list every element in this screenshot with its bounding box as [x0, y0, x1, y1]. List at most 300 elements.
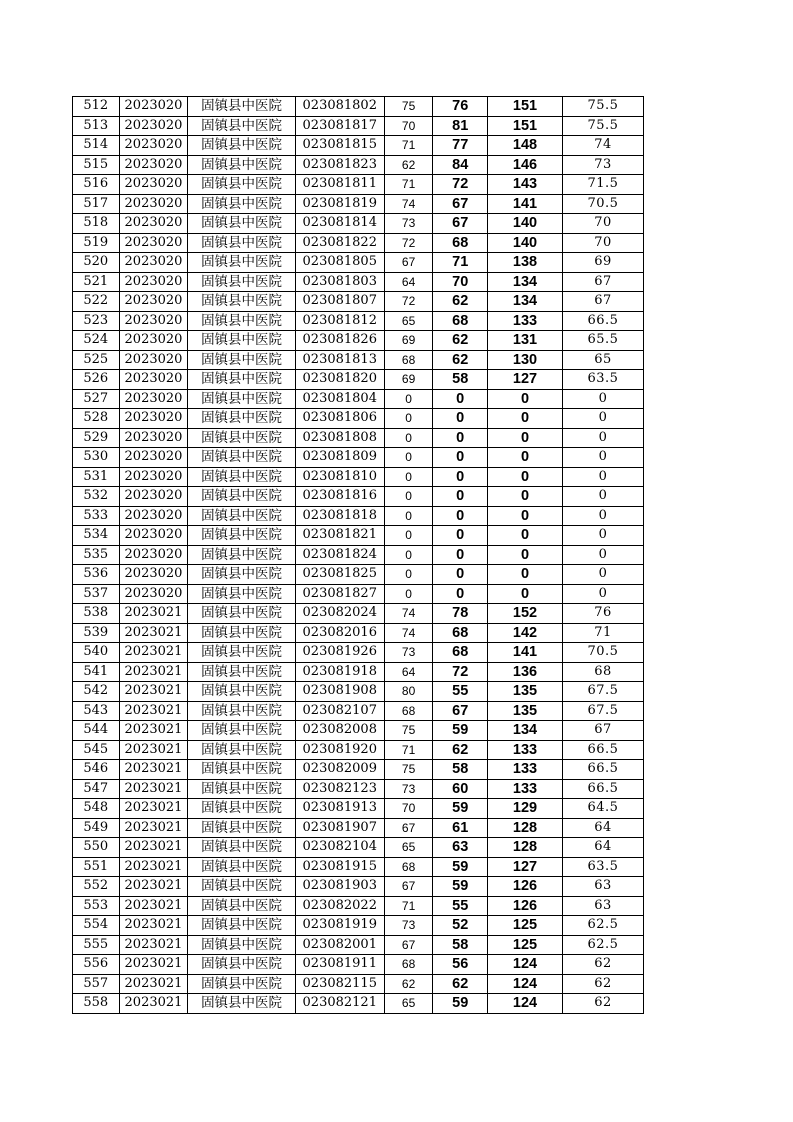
- table-row: [73, 584, 644, 604]
- total-score-cell: 151: [488, 97, 563, 117]
- ticket-number-cell: 023081821: [295, 526, 384, 546]
- ticket-number-cell: 023081816: [295, 487, 384, 507]
- average-score-cell: 67: [562, 272, 643, 292]
- score-two-cell: 52: [433, 916, 488, 936]
- serial-number-cell: 543: [73, 701, 120, 721]
- table-row: [73, 760, 644, 780]
- serial-number-cell: 512: [73, 97, 120, 117]
- serial-number-cell: 550: [73, 838, 120, 858]
- ticket-number-cell: 023082121: [295, 994, 384, 1014]
- total-score-cell: 136: [488, 662, 563, 682]
- post-code-cell: 2023021: [119, 760, 188, 780]
- post-code-cell: 2023020: [119, 565, 188, 585]
- post-code-cell: 2023020: [119, 136, 188, 156]
- serial-number-cell: 532: [73, 487, 120, 507]
- score-one-cell: 75: [384, 97, 433, 117]
- serial-number-cell: 544: [73, 721, 120, 741]
- serial-number-cell: 546: [73, 760, 120, 780]
- score-two-cell: 67: [433, 214, 488, 234]
- serial-number-cell: 537: [73, 584, 120, 604]
- post-code-cell: 2023020: [119, 506, 188, 526]
- unit-name-cell: 固镇县中医院: [188, 97, 295, 117]
- total-score-cell: 125: [488, 916, 563, 936]
- average-score-cell: 74: [562, 136, 643, 156]
- score-two-cell: 0: [433, 545, 488, 565]
- total-score-cell: 0: [488, 428, 563, 448]
- post-code-cell: 2023021: [119, 799, 188, 819]
- post-code-cell: 2023021: [119, 935, 188, 955]
- average-score-cell: 0: [562, 389, 643, 409]
- serial-number-cell: 558: [73, 994, 120, 1014]
- score-two-cell: 58: [433, 935, 488, 955]
- serial-number-cell: 540: [73, 643, 120, 663]
- table-row: [73, 955, 644, 975]
- score-one-cell: 65: [384, 994, 433, 1014]
- score-one-cell: 73: [384, 643, 433, 663]
- ticket-number-cell: 023081805: [295, 253, 384, 273]
- score-one-cell: 0: [384, 409, 433, 429]
- total-score-cell: 127: [488, 370, 563, 390]
- serial-number-cell: 522: [73, 292, 120, 312]
- serial-number-cell: 518: [73, 214, 120, 234]
- score-one-cell: 71: [384, 740, 433, 760]
- score-two-cell: 0: [433, 565, 488, 585]
- score-one-cell: 73: [384, 916, 433, 936]
- ticket-number-cell: 023081818: [295, 506, 384, 526]
- score-one-cell: 69: [384, 370, 433, 390]
- table-row: [73, 370, 644, 390]
- post-code-cell: 2023021: [119, 838, 188, 858]
- total-score-cell: 141: [488, 194, 563, 214]
- unit-name-cell: 固镇县中医院: [188, 818, 295, 838]
- average-score-cell: 67.5: [562, 682, 643, 702]
- serial-number-cell: 529: [73, 428, 120, 448]
- score-two-cell: 68: [433, 623, 488, 643]
- ticket-number-cell: 023081810: [295, 467, 384, 487]
- average-score-cell: 0: [562, 448, 643, 468]
- ticket-number-cell: 023082115: [295, 974, 384, 994]
- unit-name-cell: 固镇县中医院: [188, 760, 295, 780]
- ticket-number-cell: 023082009: [295, 760, 384, 780]
- average-score-cell: 62: [562, 955, 643, 975]
- serial-number-cell: 547: [73, 779, 120, 799]
- average-score-cell: 71.5: [562, 175, 643, 195]
- total-score-cell: 129: [488, 799, 563, 819]
- unit-name-cell: 固镇县中医院: [188, 955, 295, 975]
- score-one-cell: 80: [384, 682, 433, 702]
- total-score-cell: 0: [488, 526, 563, 546]
- total-score-cell: 0: [488, 545, 563, 565]
- table-row: [73, 272, 644, 292]
- total-score-cell: 130: [488, 350, 563, 370]
- unit-name-cell: 固镇县中医院: [188, 935, 295, 955]
- unit-name-cell: 固镇县中医院: [188, 877, 295, 897]
- score-one-cell: 73: [384, 214, 433, 234]
- serial-number-cell: 538: [73, 604, 120, 624]
- total-score-cell: 0: [488, 584, 563, 604]
- table-row: [73, 116, 644, 136]
- score-one-cell: 71: [384, 136, 433, 156]
- score-two-cell: 0: [433, 448, 488, 468]
- serial-number-cell: 557: [73, 974, 120, 994]
- unit-name-cell: 固镇县中医院: [188, 526, 295, 546]
- post-code-cell: 2023021: [119, 682, 188, 702]
- score-two-cell: 0: [433, 428, 488, 448]
- unit-name-cell: 固镇县中医院: [188, 428, 295, 448]
- score-one-cell: 68: [384, 350, 433, 370]
- ticket-number-cell: 023081814: [295, 214, 384, 234]
- table-row: [73, 214, 644, 234]
- ticket-number-cell: 023081813: [295, 350, 384, 370]
- score-one-cell: 67: [384, 935, 433, 955]
- post-code-cell: 2023020: [119, 389, 188, 409]
- score-one-cell: 68: [384, 955, 433, 975]
- ticket-number-cell: 023081825: [295, 565, 384, 585]
- score-one-cell: 0: [384, 584, 433, 604]
- total-score-cell: 140: [488, 233, 563, 253]
- post-code-cell: 2023021: [119, 662, 188, 682]
- total-score-cell: 141: [488, 643, 563, 663]
- post-code-cell: 2023020: [119, 526, 188, 546]
- ticket-number-cell: 023081804: [295, 389, 384, 409]
- ticket-number-cell: 023081919: [295, 916, 384, 936]
- average-score-cell: 66.5: [562, 760, 643, 780]
- score-two-cell: 72: [433, 175, 488, 195]
- average-score-cell: 62: [562, 974, 643, 994]
- average-score-cell: 0: [562, 584, 643, 604]
- score-two-cell: 67: [433, 701, 488, 721]
- ticket-number-cell: 023082008: [295, 721, 384, 741]
- score-one-cell: 65: [384, 311, 433, 331]
- average-score-cell: 0: [562, 428, 643, 448]
- unit-name-cell: 固镇县中医院: [188, 350, 295, 370]
- post-code-cell: 2023021: [119, 994, 188, 1014]
- ticket-number-cell: 023082107: [295, 701, 384, 721]
- total-score-cell: 0: [488, 487, 563, 507]
- score-one-cell: 62: [384, 155, 433, 175]
- total-score-cell: 140: [488, 214, 563, 234]
- score-one-cell: 62: [384, 974, 433, 994]
- serial-number-cell: 521: [73, 272, 120, 292]
- ticket-number-cell: 023081807: [295, 292, 384, 312]
- score-two-cell: 59: [433, 857, 488, 877]
- total-score-cell: 0: [488, 467, 563, 487]
- average-score-cell: 0: [562, 526, 643, 546]
- ticket-number-cell: 023081822: [295, 233, 384, 253]
- table-row: [73, 233, 644, 253]
- ticket-number-cell: 023081918: [295, 662, 384, 682]
- average-score-cell: 0: [562, 506, 643, 526]
- unit-name-cell: 固镇县中医院: [188, 194, 295, 214]
- serial-number-cell: 553: [73, 896, 120, 916]
- table-row: [73, 409, 644, 429]
- average-score-cell: 63: [562, 877, 643, 897]
- post-code-cell: 2023020: [119, 545, 188, 565]
- total-score-cell: 133: [488, 760, 563, 780]
- ticket-number-cell: 023082022: [295, 896, 384, 916]
- unit-name-cell: 固镇县中医院: [188, 155, 295, 175]
- ticket-number-cell: 023081806: [295, 409, 384, 429]
- post-code-cell: 2023020: [119, 350, 188, 370]
- score-two-cell: 55: [433, 682, 488, 702]
- score-two-cell: 0: [433, 467, 488, 487]
- average-score-cell: 66.5: [562, 311, 643, 331]
- table-row: [73, 136, 644, 156]
- total-score-cell: 0: [488, 565, 563, 585]
- unit-name-cell: 固镇县中医院: [188, 701, 295, 721]
- score-two-cell: 59: [433, 721, 488, 741]
- average-score-cell: 67: [562, 292, 643, 312]
- post-code-cell: 2023020: [119, 331, 188, 351]
- post-code-cell: 2023020: [119, 272, 188, 292]
- table-row: [73, 331, 644, 351]
- serial-number-cell: 541: [73, 662, 120, 682]
- unit-name-cell: 固镇县中医院: [188, 448, 295, 468]
- table-row: [73, 506, 644, 526]
- serial-number-cell: 524: [73, 331, 120, 351]
- serial-number-cell: 514: [73, 136, 120, 156]
- total-score-cell: 125: [488, 935, 563, 955]
- post-code-cell: 2023021: [119, 916, 188, 936]
- score-two-cell: 62: [433, 740, 488, 760]
- table-row: [73, 838, 644, 858]
- total-score-cell: 134: [488, 721, 563, 741]
- score-two-cell: 0: [433, 389, 488, 409]
- average-score-cell: 62.5: [562, 916, 643, 936]
- score-one-cell: 64: [384, 272, 433, 292]
- post-code-cell: 2023020: [119, 292, 188, 312]
- score-two-cell: 59: [433, 994, 488, 1014]
- serial-number-cell: 515: [73, 155, 120, 175]
- average-score-cell: 67.5: [562, 701, 643, 721]
- post-code-cell: 2023021: [119, 779, 188, 799]
- serial-number-cell: 530: [73, 448, 120, 468]
- score-one-cell: 70: [384, 116, 433, 136]
- average-score-cell: 0: [562, 409, 643, 429]
- score-two-cell: 59: [433, 877, 488, 897]
- ticket-number-cell: 023081926: [295, 643, 384, 663]
- ticket-number-cell: 023081827: [295, 584, 384, 604]
- score-two-cell: 58: [433, 760, 488, 780]
- table-row: [73, 818, 644, 838]
- score-two-cell: 84: [433, 155, 488, 175]
- serial-number-cell: 516: [73, 175, 120, 195]
- average-score-cell: 65: [562, 350, 643, 370]
- serial-number-cell: 527: [73, 389, 120, 409]
- serial-number-cell: 555: [73, 935, 120, 955]
- ticket-number-cell: 023081920: [295, 740, 384, 760]
- table-row: [73, 97, 644, 117]
- table-row: [73, 701, 644, 721]
- unit-name-cell: 固镇县中医院: [188, 253, 295, 273]
- post-code-cell: 2023021: [119, 877, 188, 897]
- table-row: [73, 857, 644, 877]
- ticket-number-cell: 023082016: [295, 623, 384, 643]
- score-one-cell: 64: [384, 662, 433, 682]
- ticket-number-cell: 023082024: [295, 604, 384, 624]
- score-two-cell: 68: [433, 643, 488, 663]
- total-score-cell: 0: [488, 448, 563, 468]
- post-code-cell: 2023020: [119, 311, 188, 331]
- unit-name-cell: 固镇县中医院: [188, 272, 295, 292]
- serial-number-cell: 549: [73, 818, 120, 838]
- total-score-cell: 138: [488, 253, 563, 273]
- unit-name-cell: 固镇县中医院: [188, 409, 295, 429]
- average-score-cell: 62: [562, 994, 643, 1014]
- average-score-cell: 63.5: [562, 370, 643, 390]
- post-code-cell: 2023021: [119, 740, 188, 760]
- serial-number-cell: 526: [73, 370, 120, 390]
- serial-number-cell: 551: [73, 857, 120, 877]
- score-table: [72, 96, 644, 1014]
- table-row: [73, 896, 644, 916]
- total-score-cell: 151: [488, 116, 563, 136]
- average-score-cell: 70.5: [562, 194, 643, 214]
- post-code-cell: 2023020: [119, 487, 188, 507]
- score-two-cell: 72: [433, 662, 488, 682]
- score-one-cell: 74: [384, 623, 433, 643]
- unit-name-cell: 固镇县中医院: [188, 584, 295, 604]
- score-two-cell: 77: [433, 136, 488, 156]
- unit-name-cell: 固镇县中医院: [188, 565, 295, 585]
- score-one-cell: 69: [384, 331, 433, 351]
- score-one-cell: 72: [384, 233, 433, 253]
- score-one-cell: 73: [384, 779, 433, 799]
- unit-name-cell: 固镇县中医院: [188, 799, 295, 819]
- post-code-cell: 2023021: [119, 721, 188, 741]
- total-score-cell: 128: [488, 838, 563, 858]
- average-score-cell: 66.5: [562, 779, 643, 799]
- total-score-cell: 133: [488, 311, 563, 331]
- average-score-cell: 67: [562, 721, 643, 741]
- unit-name-cell: 固镇县中医院: [188, 331, 295, 351]
- score-two-cell: 71: [433, 253, 488, 273]
- table-row: [73, 194, 644, 214]
- ticket-number-cell: 023082104: [295, 838, 384, 858]
- average-score-cell: 0: [562, 487, 643, 507]
- score-two-cell: 55: [433, 896, 488, 916]
- post-code-cell: 2023020: [119, 409, 188, 429]
- score-two-cell: 78: [433, 604, 488, 624]
- average-score-cell: 0: [562, 467, 643, 487]
- serial-number-cell: 535: [73, 545, 120, 565]
- ticket-number-cell: 023081819: [295, 194, 384, 214]
- ticket-number-cell: 023081809: [295, 448, 384, 468]
- score-one-cell: 0: [384, 428, 433, 448]
- score-two-cell: 70: [433, 272, 488, 292]
- total-score-cell: 152: [488, 604, 563, 624]
- unit-name-cell: 固镇县中医院: [188, 311, 295, 331]
- post-code-cell: 2023020: [119, 448, 188, 468]
- score-one-cell: 67: [384, 818, 433, 838]
- score-two-cell: 0: [433, 506, 488, 526]
- total-score-cell: 131: [488, 331, 563, 351]
- unit-name-cell: 固镇县中医院: [188, 916, 295, 936]
- unit-name-cell: 固镇县中医院: [188, 838, 295, 858]
- average-score-cell: 64.5: [562, 799, 643, 819]
- ticket-number-cell: 023081812: [295, 311, 384, 331]
- post-code-cell: 2023020: [119, 116, 188, 136]
- total-score-cell: 0: [488, 506, 563, 526]
- score-two-cell: 0: [433, 487, 488, 507]
- unit-name-cell: 固镇县中医院: [188, 740, 295, 760]
- post-code-cell: 2023021: [119, 857, 188, 877]
- average-score-cell: 71: [562, 623, 643, 643]
- score-one-cell: 0: [384, 545, 433, 565]
- unit-name-cell: 固镇县中医院: [188, 545, 295, 565]
- unit-name-cell: 固镇县中医院: [188, 506, 295, 526]
- table-row: [73, 974, 644, 994]
- ticket-number-cell: 023081823: [295, 155, 384, 175]
- total-score-cell: 126: [488, 877, 563, 897]
- table-row: [73, 779, 644, 799]
- score-two-cell: 58: [433, 370, 488, 390]
- total-score-cell: 124: [488, 955, 563, 975]
- total-score-cell: 135: [488, 701, 563, 721]
- unit-name-cell: 固镇县中医院: [188, 662, 295, 682]
- score-two-cell: 61: [433, 818, 488, 838]
- average-score-cell: 63.5: [562, 857, 643, 877]
- score-one-cell: 0: [384, 565, 433, 585]
- ticket-number-cell: 023081915: [295, 857, 384, 877]
- serial-number-cell: 525: [73, 350, 120, 370]
- post-code-cell: 2023021: [119, 604, 188, 624]
- unit-name-cell: 固镇县中医院: [188, 643, 295, 663]
- average-score-cell: 76: [562, 604, 643, 624]
- post-code-cell: 2023020: [119, 428, 188, 448]
- post-code-cell: 2023021: [119, 896, 188, 916]
- average-score-cell: 66.5: [562, 740, 643, 760]
- average-score-cell: 0: [562, 565, 643, 585]
- average-score-cell: 73: [562, 155, 643, 175]
- post-code-cell: 2023020: [119, 467, 188, 487]
- score-one-cell: 0: [384, 526, 433, 546]
- score-one-cell: 67: [384, 877, 433, 897]
- score-one-cell: 0: [384, 448, 433, 468]
- average-score-cell: 62.5: [562, 935, 643, 955]
- score-two-cell: 68: [433, 233, 488, 253]
- table-row: [73, 526, 644, 546]
- average-score-cell: 70: [562, 233, 643, 253]
- serial-number-cell: 542: [73, 682, 120, 702]
- total-score-cell: 128: [488, 818, 563, 838]
- post-code-cell: 2023021: [119, 974, 188, 994]
- post-code-cell: 2023020: [119, 97, 188, 117]
- table-row: [73, 604, 644, 624]
- table-row: [73, 467, 644, 487]
- ticket-number-cell: 023081802: [295, 97, 384, 117]
- score-one-cell: 0: [384, 506, 433, 526]
- table-row: [73, 428, 644, 448]
- table-row: [73, 721, 644, 741]
- total-score-cell: 127: [488, 857, 563, 877]
- score-one-cell: 72: [384, 292, 433, 312]
- score-one-cell: 74: [384, 194, 433, 214]
- total-score-cell: 0: [488, 409, 563, 429]
- post-code-cell: 2023020: [119, 253, 188, 273]
- score-two-cell: 68: [433, 311, 488, 331]
- ticket-number-cell: 023081911: [295, 955, 384, 975]
- unit-name-cell: 固镇县中医院: [188, 116, 295, 136]
- post-code-cell: 2023020: [119, 155, 188, 175]
- ticket-number-cell: 023081815: [295, 136, 384, 156]
- average-score-cell: 63: [562, 896, 643, 916]
- average-score-cell: 70: [562, 214, 643, 234]
- score-one-cell: 75: [384, 760, 433, 780]
- serial-number-cell: 531: [73, 467, 120, 487]
- score-two-cell: 56: [433, 955, 488, 975]
- total-score-cell: 126: [488, 896, 563, 916]
